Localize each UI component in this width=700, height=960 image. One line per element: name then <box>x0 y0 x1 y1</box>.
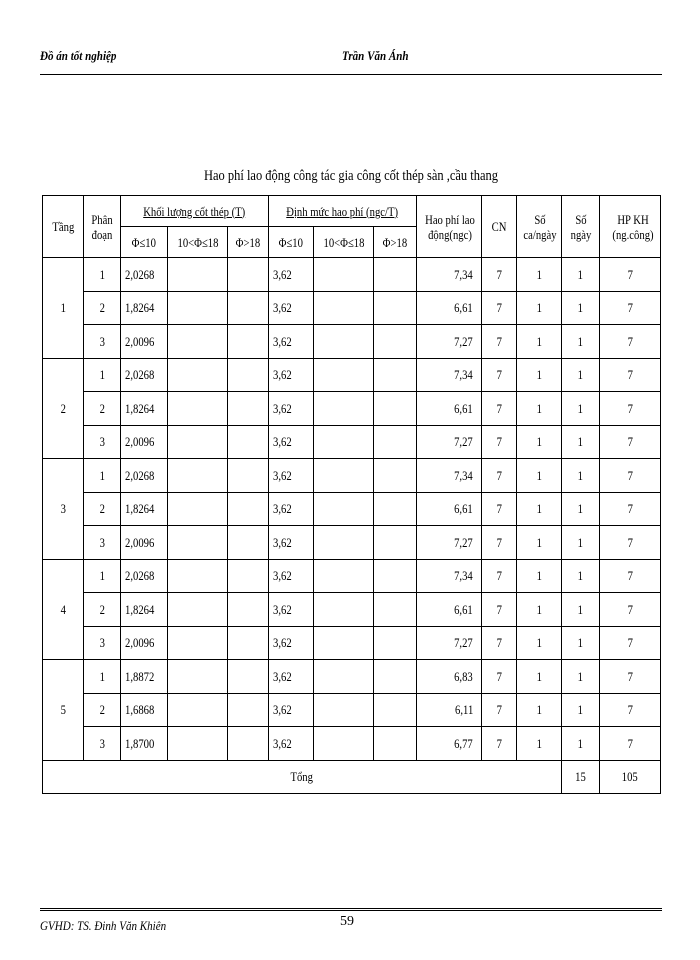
ca-cell: 1 <box>517 258 562 292</box>
kl10-cell: 2,0096 <box>121 325 168 359</box>
kl18-cell <box>168 559 228 593</box>
kl18p-cell <box>228 258 269 292</box>
dm18p-cell <box>374 626 417 660</box>
footer-rule <box>40 908 662 909</box>
ca-cell: 1 <box>517 325 562 359</box>
ngay-cell: 1 <box>562 727 600 761</box>
col-tang: Tầng <box>43 196 84 258</box>
table-row <box>43 291 661 325</box>
dm18p-cell <box>374 425 417 459</box>
cn-cell: 7 <box>482 526 517 560</box>
table-row <box>43 459 661 493</box>
kl18p-cell <box>228 526 269 560</box>
cn-cell: 7 <box>482 358 517 392</box>
dm18p-cell <box>374 392 417 426</box>
table-row <box>43 593 661 627</box>
kl10-cell: 1,8264 <box>121 291 168 325</box>
hp-cell: 6,83 <box>417 660 482 694</box>
ngay-cell: 1 <box>562 559 600 593</box>
dm18-cell <box>314 325 374 359</box>
hpkh-cell: 7 <box>600 291 661 325</box>
sub-dm-18: 10<Φ≤18 <box>314 227 374 258</box>
kl18p-cell <box>228 593 269 627</box>
kl10-cell: 1,8264 <box>121 492 168 526</box>
hp-cell: 6,11 <box>417 693 482 727</box>
hp-cell: 7,27 <box>417 325 482 359</box>
table-row <box>43 526 661 560</box>
hp-cell: 7,27 <box>417 626 482 660</box>
hpkh-cell: 7 <box>600 358 661 392</box>
dm18p-cell <box>374 258 417 292</box>
table-row <box>43 392 661 426</box>
dm18p-cell <box>374 559 417 593</box>
kl18-cell <box>168 693 228 727</box>
ngay-cell: 1 <box>562 291 600 325</box>
dm18-cell <box>314 660 374 694</box>
dm18p-cell <box>374 492 417 526</box>
hpkh-cell: 7 <box>600 660 661 694</box>
col-hao-phi: Hao phí lao động(ngc) <box>417 196 482 258</box>
dm18-cell <box>314 559 374 593</box>
kl18-cell <box>168 526 228 560</box>
tang-cell: 4 <box>43 559 84 660</box>
hp-cell: 7,34 <box>417 559 482 593</box>
table-row <box>43 258 661 292</box>
ca-cell: 1 <box>517 291 562 325</box>
col-khoi-luong: Khối lượng cốt thép (T) <box>121 196 269 227</box>
hp-cell: 6,61 <box>417 593 482 627</box>
kl18p-cell <box>228 660 269 694</box>
pd-cell: 2 <box>84 593 121 627</box>
kl18p-cell <box>228 727 269 761</box>
dm18-cell <box>314 358 374 392</box>
ngay-cell: 1 <box>562 258 600 292</box>
table-row <box>43 425 661 459</box>
ngay-cell: 1 <box>562 392 600 426</box>
total-so-ngay: 15 <box>562 760 600 794</box>
table-row <box>43 358 661 392</box>
dm18-cell <box>314 392 374 426</box>
pd-cell: 1 <box>84 258 121 292</box>
dm18-cell <box>314 626 374 660</box>
dm18-cell <box>314 492 374 526</box>
footer-rule-2 <box>40 910 662 911</box>
dm18p-cell <box>374 660 417 694</box>
page-header <box>40 48 662 72</box>
tang-cell: 2 <box>43 358 84 459</box>
dm10-cell: 3,62 <box>269 727 314 761</box>
total-label: Tổng <box>43 760 562 794</box>
kl18-cell <box>168 626 228 660</box>
kl18p-cell <box>228 459 269 493</box>
dm10-cell: 3,62 <box>269 291 314 325</box>
table-row <box>43 626 661 660</box>
hpkh-cell: 7 <box>600 559 661 593</box>
hp-cell: 7,27 <box>417 526 482 560</box>
hp-cell: 7,34 <box>417 358 482 392</box>
kl10-cell: 2,0268 <box>121 258 168 292</box>
hp-cell: 7,34 <box>417 459 482 493</box>
dm18-cell <box>314 693 374 727</box>
tang-cell: 1 <box>43 258 84 359</box>
labor-table <box>42 195 661 794</box>
pd-cell: 1 <box>84 559 121 593</box>
dm18p-cell <box>374 526 417 560</box>
dm18p-cell <box>374 459 417 493</box>
kl10-cell: 1,8700 <box>121 727 168 761</box>
ngay-cell: 1 <box>562 492 600 526</box>
kl18p-cell <box>228 693 269 727</box>
dm18-cell <box>314 258 374 292</box>
cn-cell: 7 <box>482 392 517 426</box>
col-hp-kh: HP KH (ng.công) <box>600 196 661 258</box>
ngay-cell: 1 <box>562 425 600 459</box>
dm10-cell: 3,62 <box>269 258 314 292</box>
pd-cell: 3 <box>84 325 121 359</box>
ngay-cell: 1 <box>562 459 600 493</box>
kl18p-cell <box>228 358 269 392</box>
cn-cell: 7 <box>482 291 517 325</box>
footer-advisor: GVHD: TS. Đinh Văn Khiên <box>40 918 167 933</box>
dm18p-cell <box>374 358 417 392</box>
table-row <box>43 492 661 526</box>
dm18p-cell <box>374 593 417 627</box>
hpkh-cell: 7 <box>600 693 661 727</box>
hpkh-cell: 7 <box>600 626 661 660</box>
kl18-cell <box>168 660 228 694</box>
pd-cell: 2 <box>84 492 121 526</box>
pd-cell: 3 <box>84 425 121 459</box>
kl10-cell: 1,6868 <box>121 693 168 727</box>
hp-cell: 6,61 <box>417 291 482 325</box>
ngay-cell: 1 <box>562 526 600 560</box>
dm10-cell: 3,62 <box>269 459 314 493</box>
pd-cell: 3 <box>84 727 121 761</box>
kl18-cell <box>168 593 228 627</box>
page-number: 59 <box>340 914 354 929</box>
cn-cell: 7 <box>482 693 517 727</box>
pd-cell: 3 <box>84 626 121 660</box>
kl18p-cell <box>228 559 269 593</box>
hp-cell: 7,27 <box>417 425 482 459</box>
table-row <box>43 693 661 727</box>
ngay-cell: 1 <box>562 693 600 727</box>
header-left-text: Đồ án tốt nghiệp <box>40 48 117 63</box>
dm18-cell <box>314 727 374 761</box>
kl18-cell <box>168 727 228 761</box>
col-cn: CN <box>482 196 517 258</box>
pd-cell: 2 <box>84 693 121 727</box>
kl10-cell: 2,0268 <box>121 459 168 493</box>
dm18-cell <box>314 526 374 560</box>
hpkh-cell: 7 <box>600 593 661 627</box>
dm18p-cell <box>374 693 417 727</box>
tang-cell: 3 <box>43 459 84 560</box>
cn-cell: 7 <box>482 492 517 526</box>
cn-cell: 7 <box>482 660 517 694</box>
sub-kl-18: 10<Φ≤18 <box>168 227 228 258</box>
table-row <box>43 660 661 694</box>
dm10-cell: 3,62 <box>269 626 314 660</box>
kl18-cell <box>168 358 228 392</box>
hpkh-cell: 7 <box>600 258 661 292</box>
cn-cell: 7 <box>482 593 517 627</box>
kl18-cell <box>168 325 228 359</box>
table-body <box>43 258 661 794</box>
hp-cell: 6,61 <box>417 492 482 526</box>
dm10-cell: 3,62 <box>269 325 314 359</box>
hpkh-cell: 7 <box>600 425 661 459</box>
kl18p-cell <box>228 492 269 526</box>
dm10-cell: 3,62 <box>269 526 314 560</box>
kl10-cell: 2,0096 <box>121 425 168 459</box>
cn-cell: 7 <box>482 559 517 593</box>
ca-cell: 1 <box>517 660 562 694</box>
total-row <box>43 760 661 794</box>
kl18p-cell <box>228 626 269 660</box>
col-so-ca: Số ca/ngày <box>517 196 562 258</box>
kl18-cell <box>168 425 228 459</box>
ca-cell: 1 <box>517 459 562 493</box>
table-row <box>43 325 661 359</box>
col-phan-doan: Phân đoạn <box>84 196 121 258</box>
header-row-1 <box>43 196 661 227</box>
kl10-cell: 1,8264 <box>121 593 168 627</box>
ngay-cell: 1 <box>562 593 600 627</box>
tang-cell: 5 <box>43 660 84 761</box>
dm10-cell: 3,62 <box>269 559 314 593</box>
kl18-cell <box>168 459 228 493</box>
total-hp-kh: 105 <box>600 760 661 794</box>
dm18-cell <box>314 425 374 459</box>
ca-cell: 1 <box>517 626 562 660</box>
kl18p-cell <box>228 425 269 459</box>
cn-cell: 7 <box>482 459 517 493</box>
hp-cell: 6,77 <box>417 727 482 761</box>
pd-cell: 2 <box>84 392 121 426</box>
sub-kl-10: Φ≤10 <box>121 227 168 258</box>
dm18-cell <box>314 593 374 627</box>
dm18-cell <box>314 291 374 325</box>
hp-cell: 6,61 <box>417 392 482 426</box>
col-dinh-muc: Định mức hao phí (ngc/T) <box>269 196 417 227</box>
ngay-cell: 1 <box>562 660 600 694</box>
ca-cell: 1 <box>517 425 562 459</box>
pd-cell: 1 <box>84 660 121 694</box>
kl10-cell: 2,0096 <box>121 526 168 560</box>
pd-cell: 3 <box>84 526 121 560</box>
ngay-cell: 1 <box>562 358 600 392</box>
ca-cell: 1 <box>517 693 562 727</box>
kl18p-cell <box>228 325 269 359</box>
dm18-cell <box>314 459 374 493</box>
cn-cell: 7 <box>482 425 517 459</box>
dm18p-cell <box>374 291 417 325</box>
cn-cell: 7 <box>482 727 517 761</box>
dm10-cell: 3,62 <box>269 358 314 392</box>
kl18-cell <box>168 392 228 426</box>
hpkh-cell: 7 <box>600 459 661 493</box>
sub-kl-18p: Φ>18 <box>228 227 269 258</box>
dm18p-cell <box>374 325 417 359</box>
cn-cell: 7 <box>482 626 517 660</box>
kl10-cell: 2,0268 <box>121 559 168 593</box>
kl10-cell: 2,0268 <box>121 358 168 392</box>
kl18-cell <box>168 258 228 292</box>
table-row <box>43 559 661 593</box>
sub-dm-18p: Φ>18 <box>374 227 417 258</box>
table-row <box>43 727 661 761</box>
ca-cell: 1 <box>517 526 562 560</box>
ca-cell: 1 <box>517 358 562 392</box>
kl18-cell <box>168 291 228 325</box>
dm10-cell: 3,62 <box>269 392 314 426</box>
dm18p-cell <box>374 727 417 761</box>
table-title: Hao phí lao động công tác gia công cốt thép sàn ,cầu thang <box>203 168 498 184</box>
kl18p-cell <box>228 291 269 325</box>
hpkh-cell: 7 <box>600 492 661 526</box>
ngay-cell: 1 <box>562 325 600 359</box>
ca-cell: 1 <box>517 392 562 426</box>
pd-cell: 1 <box>84 459 121 493</box>
dm10-cell: 3,62 <box>269 593 314 627</box>
ngay-cell: 1 <box>562 626 600 660</box>
pd-cell: 1 <box>84 358 121 392</box>
kl10-cell: 2,0096 <box>121 626 168 660</box>
hpkh-cell: 7 <box>600 727 661 761</box>
hp-cell: 7,34 <box>417 258 482 292</box>
kl10-cell: 1,8872 <box>121 660 168 694</box>
ca-cell: 1 <box>517 559 562 593</box>
sub-dm-10: Φ≤10 <box>269 227 314 258</box>
dm10-cell: 3,62 <box>269 660 314 694</box>
kl10-cell: 1,8264 <box>121 392 168 426</box>
ca-cell: 1 <box>517 593 562 627</box>
kl18p-cell <box>228 392 269 426</box>
cn-cell: 7 <box>482 325 517 359</box>
header-rule <box>40 74 662 75</box>
hpkh-cell: 7 <box>600 325 661 359</box>
pd-cell: 2 <box>84 291 121 325</box>
dm10-cell: 3,62 <box>269 492 314 526</box>
ca-cell: 1 <box>517 492 562 526</box>
col-so-ngay: Số ngày <box>562 196 600 258</box>
dm10-cell: 3,62 <box>269 425 314 459</box>
ca-cell: 1 <box>517 727 562 761</box>
dm10-cell: 3,62 <box>269 693 314 727</box>
hpkh-cell: 7 <box>600 392 661 426</box>
cn-cell: 7 <box>482 258 517 292</box>
hpkh-cell: 7 <box>600 526 661 560</box>
kl18-cell <box>168 492 228 526</box>
header-author: Trần Văn Ánh <box>342 48 409 63</box>
